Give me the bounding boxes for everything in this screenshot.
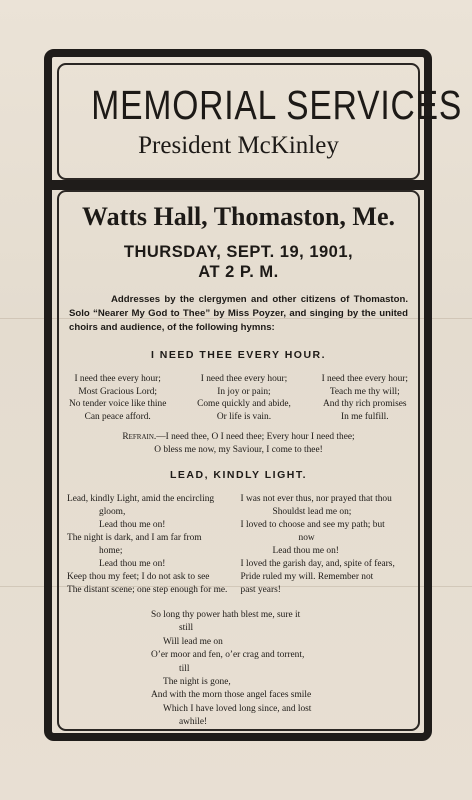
verse-line: Teach me thy will;	[329, 386, 400, 397]
verse-line: The distant scene; one step enough for me.	[67, 585, 228, 595]
header-panel	[57, 63, 463, 180]
verse-line: Or life is vain.	[216, 411, 272, 422]
intro-line: united choirs and audience, of the following hymns:	[69, 308, 408, 333]
verse-line: I need thee every hour;	[321, 374, 408, 384]
verse-line: Come quickly and abide,	[197, 399, 291, 409]
refrain-line: O bless me now, my Saviour, I come to thee!	[154, 445, 323, 455]
hymn-title: LEAD, KINDLY LIGHT.	[169, 469, 307, 481]
event-time-line: AT 2 P. M.	[198, 263, 279, 281]
verse-line: In joy or pain;	[217, 386, 271, 397]
verse-line: Lead thou me on!	[99, 520, 166, 530]
verse-line: The night is dark, and I am far from	[67, 533, 202, 543]
verse-line: awhile!	[179, 717, 208, 728]
verse-line: Most Gracious Lord;	[78, 386, 157, 397]
verse-line: So long thy power hath blest me, sure it	[151, 610, 301, 620]
verse-line: Which I have loved long since, and lost	[163, 703, 312, 714]
verse	[197, 373, 291, 423]
verse-line: home;	[99, 546, 123, 556]
intro-line: Addresses by the clergymen and other citizens of Thomaston.	[111, 294, 408, 305]
verse-line: Can peace afford.	[84, 411, 151, 422]
verse-line: The night is gone,	[163, 677, 231, 688]
verse-line: past years!	[240, 585, 281, 595]
page-subtitle: President McKinley	[138, 132, 339, 159]
hymn-verses	[67, 493, 410, 597]
verse-line: And with the morn those angel faces smile	[151, 690, 312, 701]
verse-column-left	[67, 493, 237, 597]
refrain-line: —I need thee, O I need thee; Every hour I need thee;	[156, 432, 355, 442]
program-panel	[57, 190, 420, 731]
verse-line: still	[179, 623, 194, 634]
verse-line: Lead thou me on!	[99, 559, 166, 569]
hymn-title: I NEED THEE EVERY HOUR.	[150, 349, 327, 361]
verse-line: O’er moor and fen, o’er crag and torrent,	[151, 650, 305, 661]
verse-column-right	[241, 493, 411, 597]
event-date	[59, 242, 418, 282]
verse-line: till	[179, 663, 190, 674]
verse-line: now	[298, 533, 315, 543]
refrain-label: Refrain.	[122, 432, 157, 442]
hymn-refrain	[69, 431, 408, 457]
verse	[322, 373, 408, 423]
verse-line: Pride ruled my will. Remember not	[240, 572, 374, 582]
verse-line: No tender voice like thine	[69, 399, 167, 409]
verse-line: And thy rich promises	[322, 399, 407, 409]
verse-line: Lead, kindly Light, amid the encircling	[67, 494, 215, 504]
verse-line: In me fulfill.	[340, 411, 389, 422]
divider-band	[44, 180, 432, 190]
verse-line: I loved the garish day, and, spite of fears,	[240, 559, 395, 569]
intro-line: Solo “Nearer My God to Thee” by Miss Poyzer, and singing by the	[69, 308, 376, 319]
verse-line: Lead thou me on!	[272, 546, 339, 556]
verse-final	[151, 609, 418, 730]
verse-line: gloom,	[99, 507, 126, 517]
page-title: MEMORIAL SERVICES	[91, 82, 463, 128]
verse	[69, 373, 166, 423]
verse-line: I was not ever thus, nor prayed that thou	[240, 494, 392, 504]
verse-line: Will lead me on	[163, 636, 223, 647]
event-date-line: THURSDAY, SEPT. 19, 1901,	[123, 243, 354, 261]
verse-line: Shouldst lead me on;	[272, 507, 352, 517]
verse-line: I need thee every hour;	[74, 374, 161, 384]
venue-heading: Watts Hall, Thomaston, Me.	[82, 202, 395, 231]
verse-line: I loved to choose and see my path; but	[240, 520, 385, 530]
verse-line: I need thee every hour;	[200, 374, 288, 384]
verse-line: Keep thou my feet; I do not ask to see	[67, 572, 210, 582]
program-intro	[69, 293, 408, 335]
hymn-verses	[69, 373, 408, 423]
